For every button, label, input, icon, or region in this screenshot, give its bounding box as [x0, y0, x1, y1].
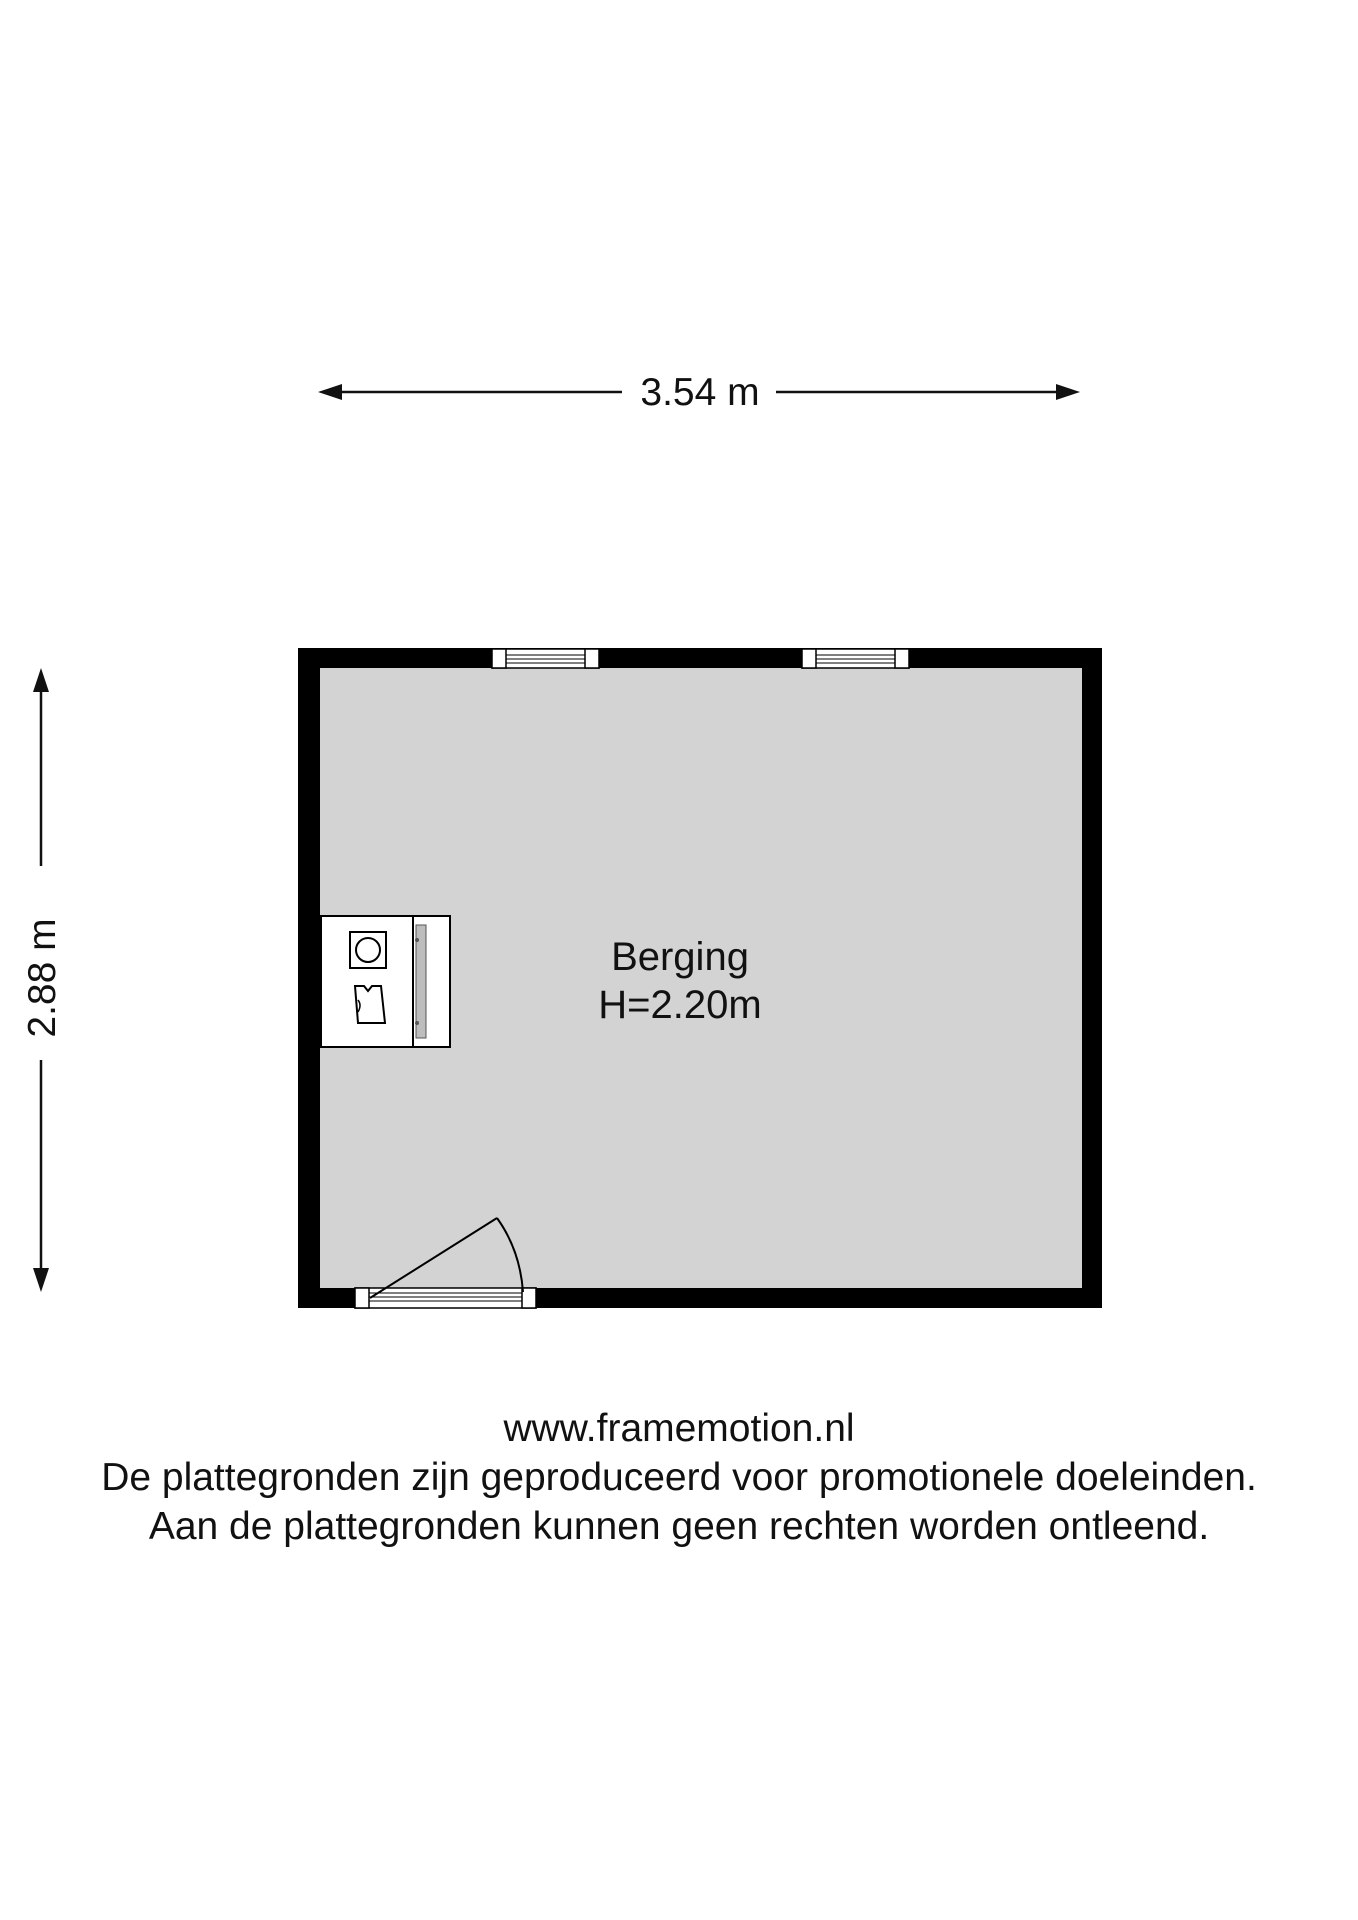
- arrow-right-icon: [1056, 384, 1080, 400]
- disclaimer-line-1: De plattegronden zijn geproduceerd voor promotionele doeleinden.: [101, 1456, 1257, 1499]
- arrow-down-icon: [33, 1268, 49, 1292]
- width-dimension: [318, 371, 1080, 414]
- window-right: [802, 649, 909, 668]
- room-name: Berging: [611, 935, 749, 979]
- height-dimension: [21, 668, 64, 1292]
- footer: [0, 1404, 1358, 1551]
- room-height: H=2.20m: [598, 983, 762, 1027]
- arrow-up-icon: [33, 668, 49, 692]
- website-link[interactable]: www.framemotion.nl: [503, 1407, 855, 1450]
- height-dimension-label: 2.88 m: [21, 918, 64, 1038]
- disclaimer-line-2: Aan de plattegronden kunnen geen rechten worden ontleend.: [148, 1505, 1210, 1548]
- arrow-left-icon: [318, 384, 342, 400]
- width-dimension-label: 3.54 m: [640, 371, 760, 414]
- window-left: [492, 649, 599, 668]
- washer-dryer: [321, 916, 450, 1047]
